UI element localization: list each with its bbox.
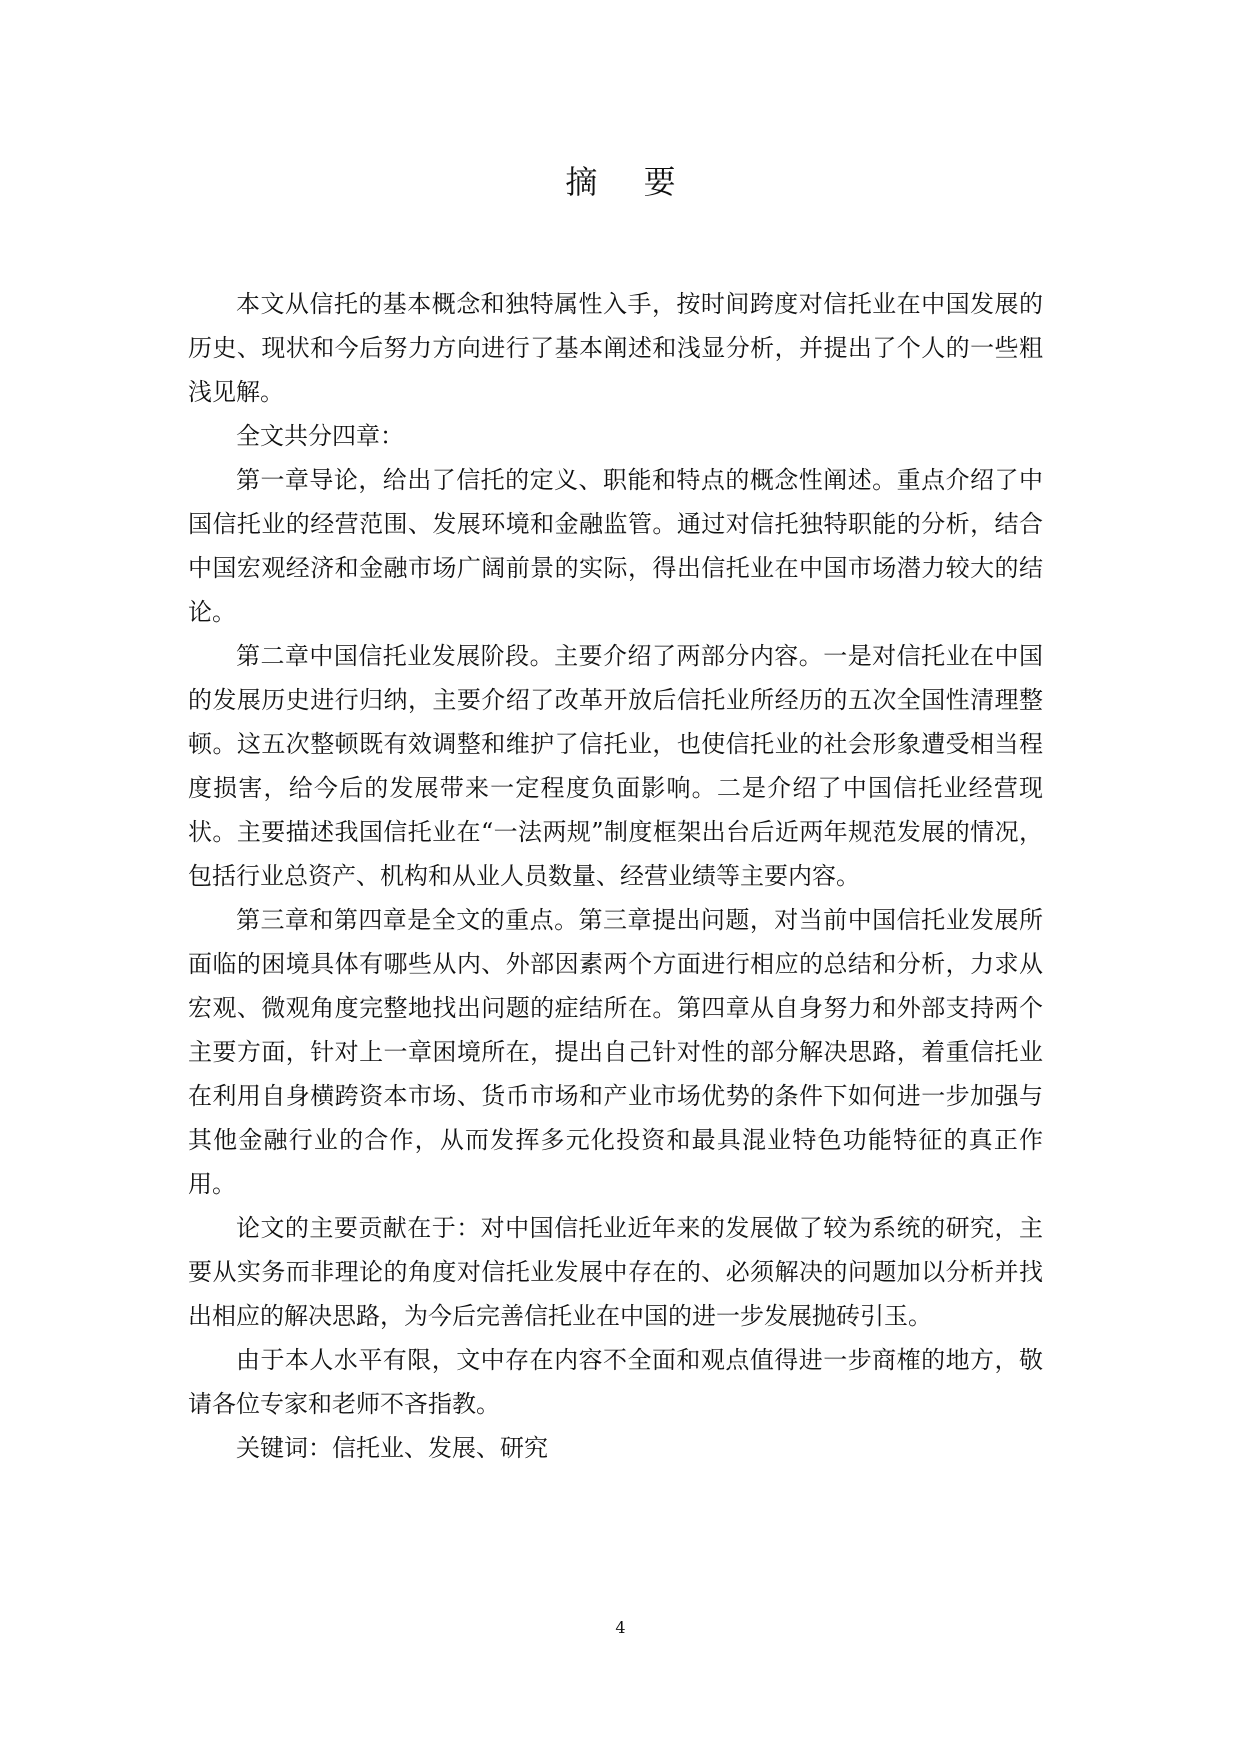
page-number: 4	[615, 1618, 626, 1637]
paragraph-structure: 全文共分四章：	[236, 422, 404, 450]
paragraph-closing: 由于本人水平有限，文中存在内容不全面和观点值得进一步商榷的地方，敬请各位专家和老师不吝指教。	[188, 1346, 1043, 1418]
paragraph-chapter-two: 第二章中国信托业发展阶段。主要介绍了两部分内容。一是对信托业在中国的发展历史进行归纳，主要介绍了改革开放后信托业所经历的五次全国性清理整顿。这五次整顿既有效调整和维护了信托业，也使信托业的社会形象遭受相当程度损害，给今后的发展带来一定程度负面影响。二是介绍了中国信托业经营现状。主要描述我国信托业在“一法两规”制度框架出台后近两年规范发展的情况，包括行业总资产、机构和从业人员数量、经营业绩等主要内容。	[188, 642, 1043, 890]
keywords-line: 关键词：信托业、发展、研究	[236, 1434, 548, 1462]
abstract-body	[188, 282, 1043, 1470]
paragraph-chapter-one: 第一章导论，给出了信托的定义、职能和特点的概念性阐述。重点介绍了中国信托业的经营范围、发展环境和金融监管。通过对信托独特职能的分析，结合中国宏观经济和金融市场广阔前景的实际，得出信托业在中国市场潜力较大的结论。	[188, 466, 1043, 626]
paragraph-intro: 本文从信托的基本概念和独特属性入手，按时间跨度对信托业在中国发展的历史、现状和今后努力方向进行了基本阐述和浅显分析，并提出了个人的一些粗浅见解。	[188, 290, 1043, 406]
paragraph-contribution: 论文的主要贡献在于：对中国信托业近年来的发展做了较为系统的研究，主要从实务而非理论的角度对信托业发展中存在的、必须解决的问题加以分析并找出相应的解决思路，为今后完善信托业在中国的进一步发展抛砖引玉。	[188, 1214, 1043, 1330]
paragraph-chapters-three-four: 第三章和第四章是全文的重点。第三章提出问题，对当前中国信托业发展所面临的困境具体有哪些从内、外部因素两个方面进行相应的总结和分析，力求从宏观、微观角度完整地找出问题的症结所在。第四章从自身努力和外部支持两个主要方面，针对上一章困境所在，提出自己针对性的部分解决思路，着重信托业在利用自身横跨资本市场、货币市场和产业市场优势的条件下如何进一步加强与其他金融行业的合作，从而发挥多元化投资和最具混业特色功能特征的真正作用。	[188, 906, 1043, 1198]
page-title: 摘 要	[565, 163, 694, 201]
